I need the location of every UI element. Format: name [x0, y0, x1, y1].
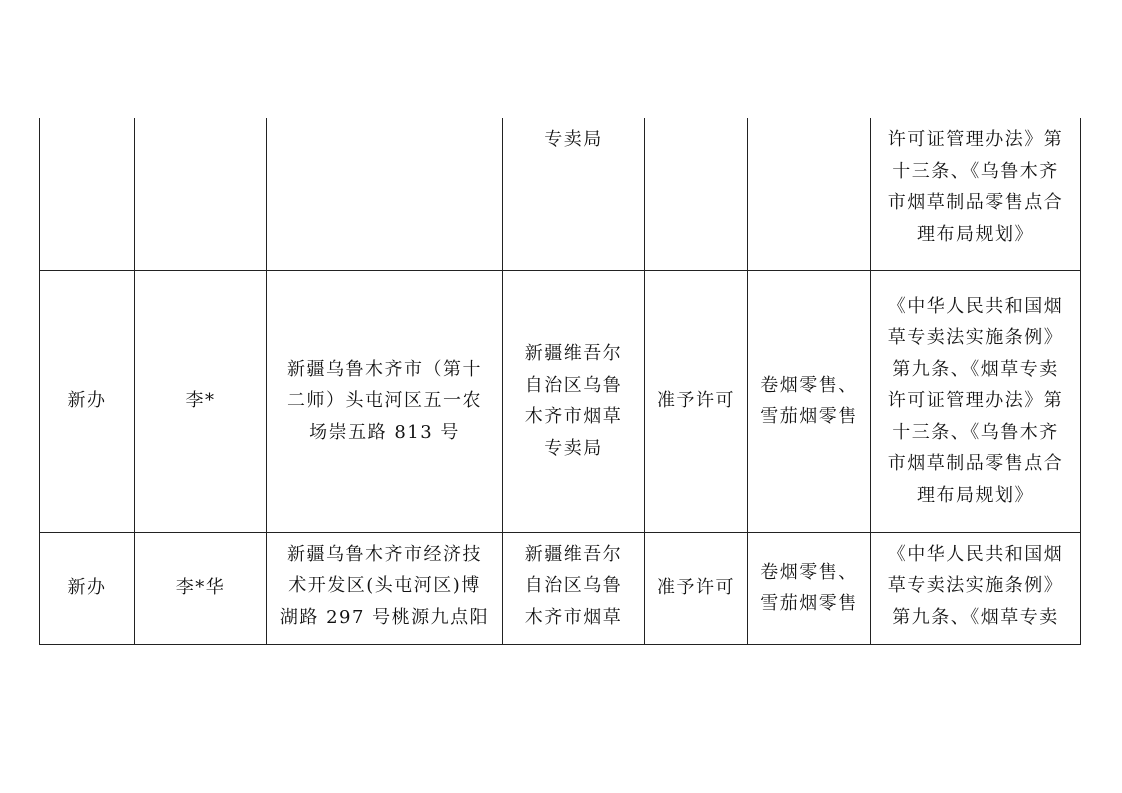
license-table — [39, 118, 1081, 645]
authority-cell: 新疆维吾尔 自治区乌鲁 木齐市烟草 — [503, 532, 645, 644]
scope-cell: 卷烟零售、 雪茄烟零售 — [748, 270, 871, 532]
type-cell: 新办 — [40, 532, 135, 644]
basis-cell: 《中华人民共和国烟 草专卖法实施条例》 第九条、《烟草专卖 许可证管理办法》第 十三条、《乌鲁木齐 市烟草制品零售点合 理布局规划》 — [871, 270, 1081, 532]
scope-cell — [748, 118, 871, 270]
decision-cell — [645, 118, 748, 270]
authority-cell: 专卖局 — [503, 118, 645, 270]
name-cell: 李*华 — [135, 532, 267, 644]
table-row — [40, 270, 1081, 532]
type-cell — [40, 118, 135, 270]
name-cell: 李* — [135, 270, 267, 532]
scope-cell: 卷烟零售、 雪茄烟零售 — [748, 532, 871, 644]
basis-cell: 许可证管理办法》第 十三条、《乌鲁木齐 市烟草制品零售点合 理布局规划》 — [871, 118, 1081, 270]
table-row — [40, 118, 1081, 270]
decision-cell: 准予许可 — [645, 270, 748, 532]
authority-cell: 新疆维吾尔 自治区乌鲁 木齐市烟草 专卖局 — [503, 270, 645, 532]
basis-cell: 《中华人民共和国烟 草专卖法实施条例》 第九条、《烟草专卖 — [871, 532, 1081, 644]
decision-cell: 准予许可 — [645, 532, 748, 644]
type-cell: 新办 — [40, 270, 135, 532]
table-row — [40, 532, 1081, 644]
address-cell: 新疆乌鲁木齐市（第十 二师）头屯河区五一农 场崇五路 813 号 — [267, 270, 503, 532]
name-cell — [135, 118, 267, 270]
address-cell — [267, 118, 503, 270]
address-cell: 新疆乌鲁木齐市经济技 术开发区(头屯河区)博 湖路 297 号桃源九点阳 — [267, 532, 503, 644]
